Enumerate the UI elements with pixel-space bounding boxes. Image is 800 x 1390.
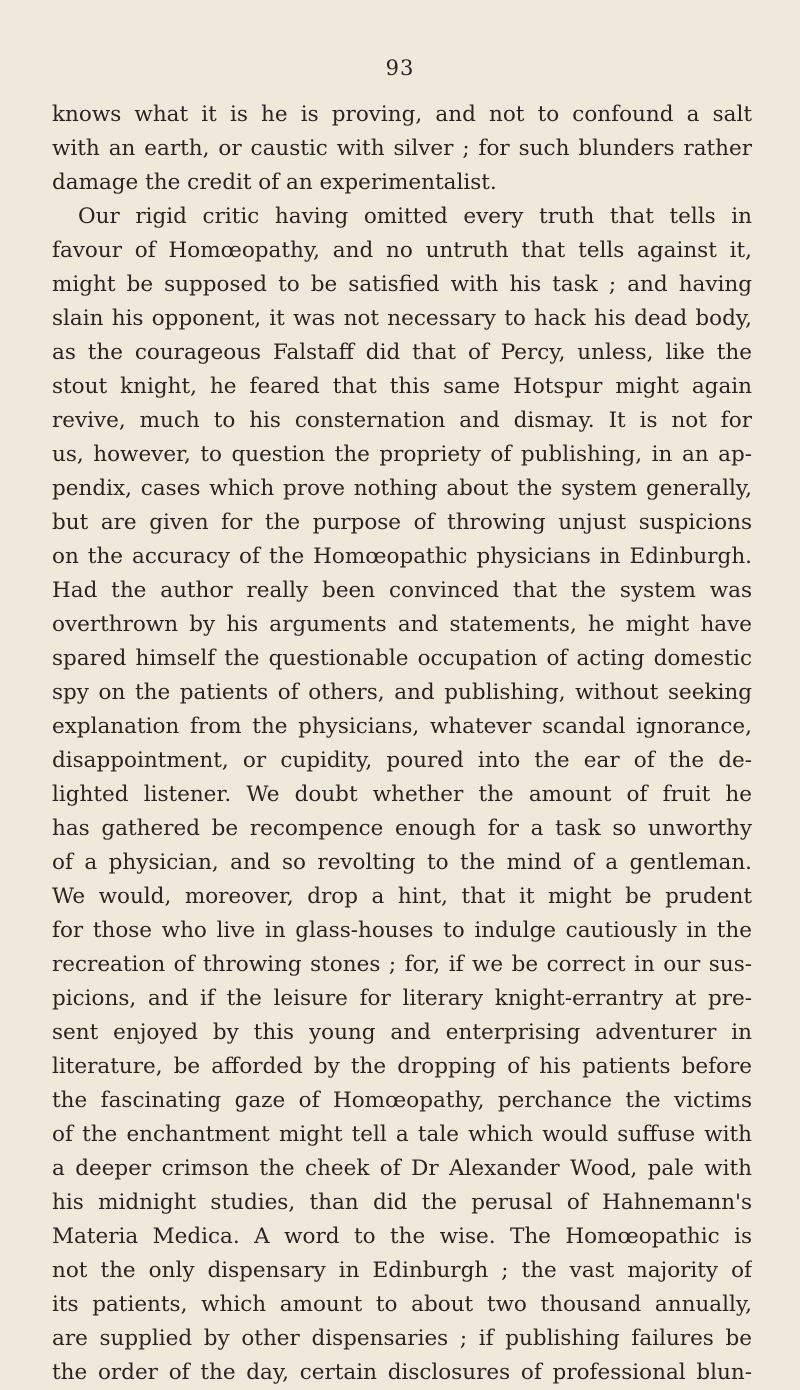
text-line: revive, much to his consternation and dismay. It is not for [52, 408, 752, 433]
text-line: has gathered be recompence enough for a task so unworthy [52, 816, 752, 841]
text-line: lighted listener. We doubt whether the amount of fruit he [52, 782, 752, 807]
text-line: with an earth, or caustic with silver ; for such blunders rather [52, 136, 752, 161]
text-line: overthrown by his arguments and statements, he might have [52, 612, 752, 637]
text-line: picions, and if the leisure for literary knight-errantry at pre- [52, 986, 752, 1011]
page-number: 93 [385, 56, 415, 80]
text-line: spared himself the questionable occupation of acting domestic [52, 646, 752, 671]
text-line: spy on the patients of others, and publishing, without seeking [52, 680, 752, 705]
text-line: of a physician, and so revolting to the mind of a gentleman. [52, 850, 752, 875]
text-line: not the only dispensary in Edinburgh ; the vast majority of [52, 1258, 752, 1283]
text-line: literature, be afforded by the dropping of his patients before [52, 1054, 752, 1079]
text-line: Our rigid critic having omitted every truth that tells in [78, 204, 752, 229]
text-line: Materia Medica. A word to the wise. The Homœopathic is [52, 1224, 752, 1249]
text-line: We would, moreover, drop a hint, that it might be prudent [52, 884, 752, 909]
text-line: the fascinating gaze of Homœopathy, perchance the victims [52, 1088, 752, 1113]
text-line: his midnight studies, than did the perusal of Hahnemann's [52, 1190, 752, 1215]
text-line: favour of Homœopathy, and no untruth that tells against it, [52, 238, 752, 263]
text-line: knows what it is he is proving, and not to confound a salt [52, 102, 752, 127]
text-line: Had the author really been convinced that the system was [52, 578, 752, 603]
text-line: on the accuracy of the Homœopathic physicians in Edinburgh. [52, 544, 752, 569]
text-line: the order of the day, certain disclosures of professional blun- [52, 1360, 752, 1385]
text-line: recreation of throwing stones ; for, if we be correct in our sus- [52, 952, 752, 977]
text-line: explanation from the physicians, whatever scandal ignorance, [52, 714, 752, 739]
text-line: us, however, to question the propriety of publishing, in an ap- [52, 442, 752, 467]
text-line: stout knight, he feared that this same Hotspur might again [52, 374, 752, 399]
text-line: sent enjoyed by this young and enterprising adventurer in [52, 1020, 752, 1045]
text-line: disappointment, or cupidity, poured into the ear of the de- [52, 748, 752, 773]
text-line: slain his opponent, it was not necessary to hack his dead body, [52, 306, 752, 331]
text-line: are supplied by other dispensaries ; if publishing failures be [52, 1326, 752, 1351]
text-line: as the courageous Falstaff did that of Percy, unless, like the [52, 340, 752, 365]
text-line: a deeper crimson the cheek of Dr Alexander Wood, pale with [52, 1156, 752, 1181]
text-line: might be supposed to be satisfied with his task ; and having [52, 272, 752, 297]
text-line: of the enchantment might tell a tale which would suffuse with [52, 1122, 752, 1147]
text-line: damage the credit of an experimentalist. [52, 170, 497, 195]
body-text [52, 98, 752, 1390]
text-line: its patients, which amount to about two thousand annually, [52, 1292, 752, 1317]
text-line: for those who live in glass-houses to indulge cautiously in the [52, 918, 752, 943]
text-line: but are given for the purpose of throwing unjust suspicions [52, 510, 752, 535]
text-line: pendix, cases which prove nothing about the system generally, [52, 476, 752, 501]
